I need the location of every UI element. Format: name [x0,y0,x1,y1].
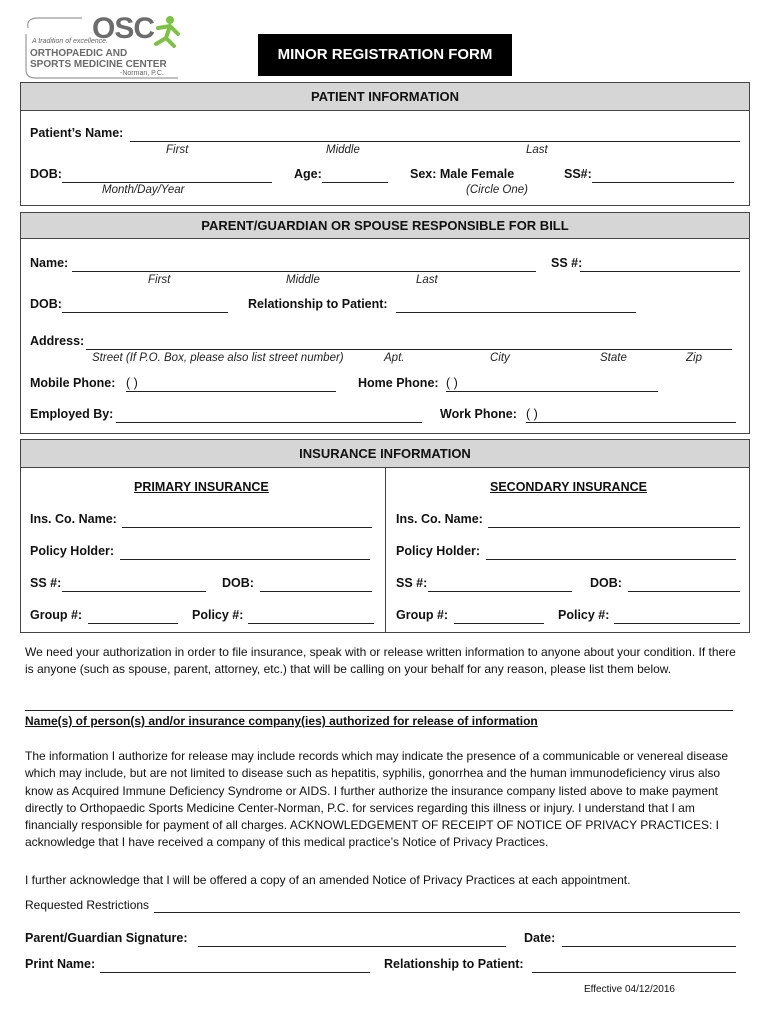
guardian-relationship-label: Relationship to Patient: [248,297,388,311]
authorized-names-field[interactable] [25,710,733,711]
signature-date-label: Date: [524,931,556,945]
restrictions-field[interactable] [154,912,740,913]
guardian-name-label: Name: [30,256,69,270]
patient-name-field[interactable] [130,141,740,142]
address-apt-hint: Apt. [384,352,405,364]
guardian-signature-label: Parent/Guardian Signature: [25,931,188,945]
print-name-field[interactable] [100,972,370,973]
patient-age-label: Age: [294,167,322,181]
primary-holder-field[interactable] [120,559,370,560]
patient-dob-label: DOB: [30,167,62,181]
signature-relationship-field[interactable] [532,972,736,973]
effective-date: Effective 04/12/2016 [584,984,675,995]
secondary-group-field[interactable] [454,623,544,624]
authorization-further: I further acknowledge that I will be offered a copy of an amended Notice of Privacy Practices at each appointment. [25,873,631,887]
secondary-group-label: Group #: [396,608,449,622]
mobile-phone-area: ( ) [126,376,138,390]
guardian-section [20,212,750,434]
logo-line-2: SPORTS MEDICINE CENTER [30,59,167,70]
patient-last-hint: Last [526,144,548,156]
runner-figure-icon [148,14,184,48]
primary-co-field[interactable] [122,527,372,528]
patient-dob-field[interactable] [62,182,272,183]
signature-date-field[interactable] [562,946,736,947]
logo-tagline: A tradition of excellence. [32,38,109,45]
patient-sex-label[interactable]: Sex: Male Female [410,167,515,181]
patient-first-hint: First [166,144,189,156]
secondary-policy-field[interactable] [614,623,740,624]
authorized-names-label: Name(s) of person(s) and/or insurance company(ies) authorized for release of information [25,714,538,728]
address-zip-hint: Zip [686,352,702,364]
home-phone-field[interactable] [446,391,658,392]
guardian-ss-field[interactable] [580,271,740,272]
patient-dob-hint: Month/Day/Year [102,184,185,196]
guardian-ss-label: SS #: [551,256,583,270]
guardian-header: PARENT/GUARDIAN OR SPOUSE RESPONSIBLE FOR BILL [21,213,749,239]
authorization-intro: We need your authorization in order to file insurance, speak with or release written information to anyone about your condition. If there is anyone (such as spouse, parent, attorney, etc.) that will be calling on your behalf for any reason, please list them below. [25,645,736,677]
form-title: MINOR REGISTRATION FORM [258,34,512,76]
mobile-phone-label: Mobile Phone: [30,376,116,390]
guardian-dob-label: DOB: [30,297,62,311]
primary-policy-label: Policy #: [192,608,244,622]
logo-line-1: ORTHOPAEDIC AND [30,48,128,59]
primary-group-field[interactable] [88,623,178,624]
print-name-label: Print Name: [25,957,96,971]
primary-group-label: Group #: [30,608,83,622]
address-state-hint: State [600,352,627,364]
employed-by-label: Employed By: [30,407,114,421]
secondary-ss-label: SS #: [396,576,428,590]
primary-policy-field[interactable] [248,623,374,624]
patient-ss-field[interactable] [592,182,734,183]
guardian-dob-field[interactable] [62,312,228,313]
practice-logo [22,14,184,80]
guardian-address-label: Address: [30,334,85,348]
guardian-last-hint: Last [416,274,438,286]
address-street-hint: Street (If P.O. Box, please also list street number) [92,352,344,364]
primary-co-label: Ins. Co. Name: [30,512,117,526]
secondary-ss-field[interactable] [428,591,572,592]
guardian-first-hint: First [148,274,171,286]
home-phone-label: Home Phone: [358,376,439,390]
insurance-header: INSURANCE INFORMATION [21,440,749,468]
guardian-address-field[interactable] [86,349,732,350]
secondary-holder-field[interactable] [486,559,736,560]
secondary-policy-label: Policy #: [558,608,610,622]
guardian-signature-field[interactable] [198,946,506,947]
employed-by-field[interactable] [116,422,422,423]
secondary-co-field[interactable] [488,527,740,528]
logo-brand: OSC [92,12,155,45]
primary-ss-field[interactable] [62,591,206,592]
primary-insurance-title: PRIMARY INSURANCE [134,480,269,494]
secondary-holder-label: Policy Holder: [396,544,481,558]
patient-name-label: Patient’s Name: [30,126,124,140]
primary-dob-field[interactable] [260,591,372,592]
patient-middle-hint: Middle [326,144,360,156]
secondary-insurance-title: SECONDARY INSURANCE [490,480,647,494]
patient-header: PATIENT INFORMATION [21,83,749,111]
secondary-dob-label: DOB: [590,576,622,590]
primary-dob-label: DOB: [222,576,254,590]
guardian-name-field[interactable] [72,271,536,272]
primary-ss-label: SS #: [30,576,62,590]
work-phone-label: Work Phone: [440,407,517,421]
authorization-body: The information I authorize for release may include records which may indicate the presence of a communicable or venereal disease which may include, but are not limited to disease such as hepatitis, syphilis, gonorrhea and the human immunodeficiency virus also know as Acquired Immune Deficiency Syndrome or AIDS. I further authorize the insurance company listed above to make payment directly to Orthopaedic Sports Medicine Center-Norman, P.C. for services regarding this illness or injury. I understand that I am financially responsible for payment of all charges. ACKNOWLEDGEMENT OF RECEIPT OF NOTICE OF PRIVACY PRACTICES: I acknowledge that I have received a company of this medical practice’s Notice of Privacy Practices. [25,749,729,850]
signature-relationship-label: Relationship to Patient: [384,957,524,971]
primary-holder-label: Policy Holder: [30,544,115,558]
home-phone-area: ( ) [446,376,458,390]
restrictions-label: Requested Restrictions [25,898,150,912]
insurance-divider [385,468,386,632]
patient-age-field[interactable] [322,182,388,183]
secondary-dob-field[interactable] [628,591,740,592]
work-phone-field[interactable] [526,422,736,423]
patient-sex-hint: (Circle One) [466,184,528,196]
patient-ss-label: SS#: [564,167,592,181]
address-city-hint: City [490,352,510,364]
work-phone-area: ( ) [526,407,538,421]
mobile-phone-field[interactable] [126,391,336,392]
secondary-co-label: Ins. Co. Name: [396,512,483,526]
guardian-middle-hint: Middle [286,274,320,286]
logo-subtitle: -Norman, P.C. [120,70,164,77]
guardian-relationship-field[interactable] [396,312,636,313]
